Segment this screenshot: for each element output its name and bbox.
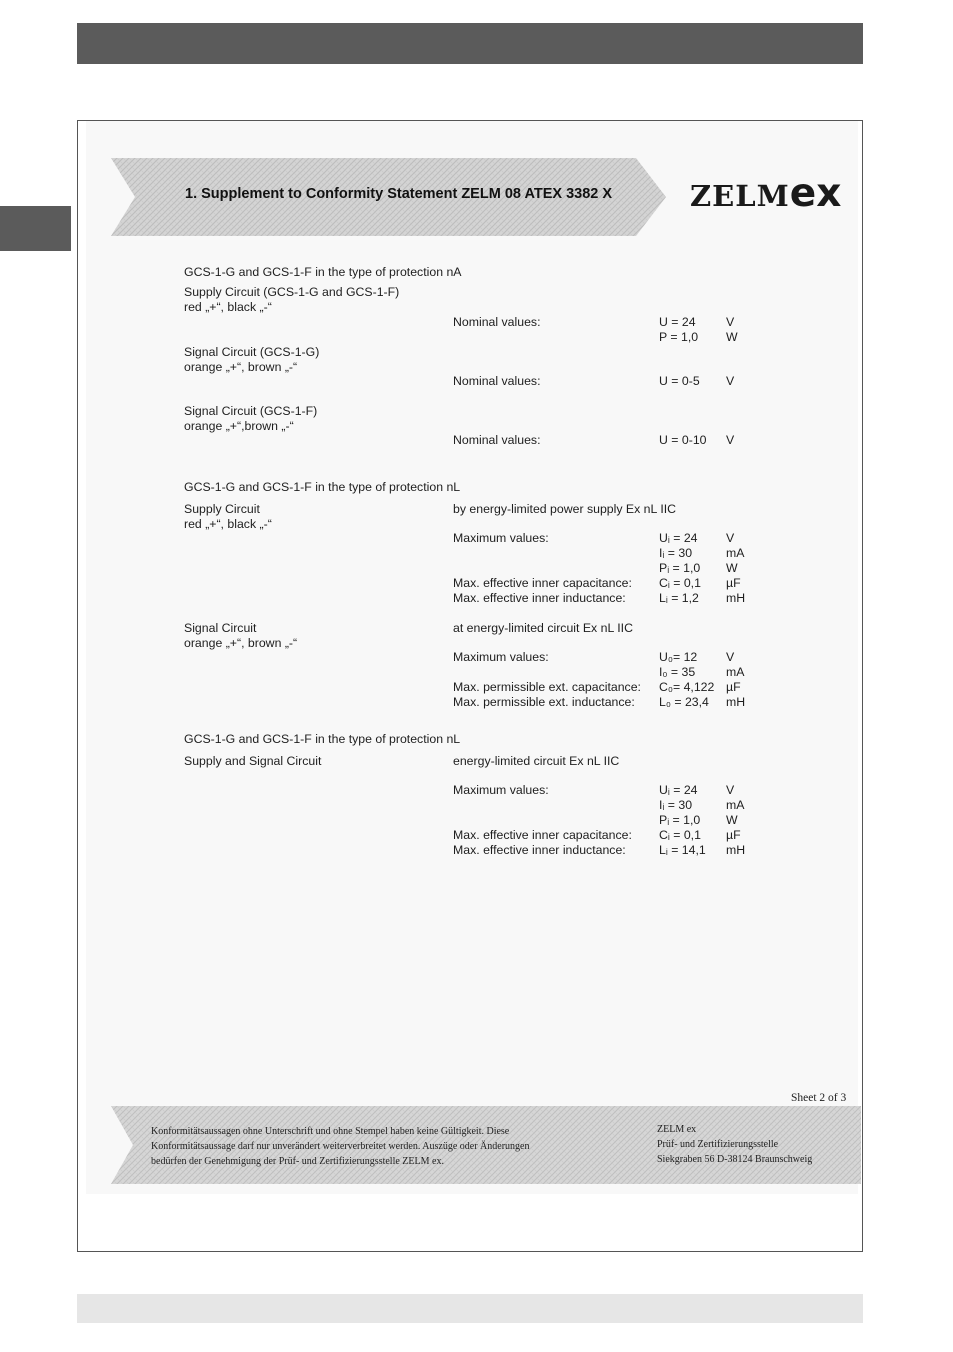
value-label: Max. effective inner inductance: — [453, 591, 626, 605]
value-unit: V — [726, 783, 735, 797]
section-heading: GCS-1-G and GCS-1-F in the type of protection nA — [184, 265, 462, 279]
value-symbol: Uᵢ = 24 — [659, 783, 698, 797]
wire-colors: red „+“, black „-“ — [184, 517, 272, 531]
circuit-type: at energy-limited circuit Ex nL IIC — [453, 621, 633, 635]
value-symbol: U = 0-10 — [659, 433, 707, 447]
value-unit: V — [726, 531, 735, 545]
footer-address-line: Prüf- und Zertifizierungsstelle — [657, 1139, 779, 1150]
circuit-name: Supply Circuit (GCS-1-G and GCS-1-F) — [184, 285, 400, 299]
value-unit: V — [726, 315, 735, 329]
value-unit: mA — [726, 798, 745, 812]
footer-banner — [111, 1106, 861, 1184]
logo-word: ZELM — [690, 179, 790, 213]
circuit-name: Signal Circuit (GCS-1-F) — [184, 404, 318, 418]
footer-legal-text — [151, 1124, 529, 1169]
footer-legal-line: Konformitätsaussagen ohne Unterschrift und ohne Stempel haben keine Gültigkeit. Diese — [151, 1126, 510, 1137]
value-label: Max. effective inner inductance: — [453, 843, 626, 857]
value-symbol: Cᵢ = 0,1 — [659, 828, 701, 842]
value-unit: W — [726, 561, 738, 575]
value-label: Nominal values: — [453, 315, 541, 329]
value-symbol: Pᵢ = 1,0 — [659, 561, 701, 575]
value-unit: V — [726, 650, 735, 664]
value-symbol: I₀ = 35 — [659, 665, 696, 679]
footer-legal-line: bedürfen der Genehmigung der Prüf- und Zertifizierungsstelle ZELM ex. — [151, 1156, 444, 1167]
circuit-name: Supply and Signal Circuit — [184, 754, 322, 768]
value-label: Max. effective inner capacitance: — [453, 576, 632, 590]
wire-colors: orange „+“, brown „-“ — [184, 360, 298, 374]
value-unit: µF — [726, 828, 741, 842]
value-unit: µF — [726, 576, 741, 590]
side-tab-marker — [0, 206, 71, 251]
certificate-title: 1. Supplement to Conformity Statement ZELM 08 ATEX 3382 X — [185, 186, 613, 202]
footer-address-line: ZELM ex — [657, 1124, 697, 1135]
value-label: Max. permissible ext. capacitance: — [453, 680, 641, 694]
top-header-bar — [77, 23, 863, 64]
value-label: Max. effective inner capacitance: — [453, 828, 632, 842]
value-symbol: Pᵢ = 1,0 — [659, 813, 701, 827]
value-symbol: Iᵢ = 30 — [659, 798, 693, 812]
value-symbol: P = 1,0 — [659, 330, 699, 344]
value-symbol: Iᵢ = 30 — [659, 546, 693, 560]
value-symbol: L₀ = 23,4 — [659, 695, 709, 709]
bottom-footer-bar — [77, 1294, 863, 1323]
value-symbol: U₀= 12 — [659, 650, 698, 664]
certificate-frame — [77, 120, 863, 1252]
value-label: Max. permissible ext. inductance: — [453, 695, 635, 709]
certificate-scan — [86, 121, 858, 1194]
value-symbol: Uᵢ = 24 — [659, 531, 698, 545]
wire-colors: orange „+“,brown „-“ — [184, 419, 294, 433]
wire-colors: orange „+“, brown „-“ — [184, 636, 298, 650]
value-unit: mA — [726, 546, 745, 560]
circuit-type: by energy-limited power supply Ex nL IIC — [453, 502, 677, 516]
value-unit: V — [726, 374, 735, 388]
footer-address-line: Siekgraben 56 D-38124 Braunschweig — [657, 1154, 813, 1165]
value-unit: W — [726, 813, 738, 827]
zelm-ex-logo — [690, 171, 841, 216]
title-banner — [111, 158, 666, 236]
value-label: Maximum values: — [453, 783, 549, 797]
value-symbol: U = 24 — [659, 315, 696, 329]
value-unit: mH — [726, 843, 746, 857]
value-unit: mH — [726, 695, 746, 709]
circuit-name: Signal Circuit (GCS-1-G) — [184, 345, 320, 359]
value-symbol: Cᵢ = 0,1 — [659, 576, 701, 590]
logo-ex: ex — [789, 171, 842, 216]
value-label: Maximum values: — [453, 650, 549, 664]
value-unit: W — [726, 330, 738, 344]
circuit-name: Signal Circuit — [184, 621, 257, 635]
value-label: Nominal values: — [453, 374, 541, 388]
sheet-number: Sheet 2 of 3 — [791, 1092, 847, 1104]
section-heading: GCS-1-G and GCS-1-F in the type of protection nL — [184, 480, 461, 494]
wire-colors: red „+“, black „-“ — [184, 300, 272, 314]
footer-address — [657, 1122, 812, 1167]
section-heading: GCS-1-G and GCS-1-F in the type of protection nL — [184, 732, 461, 746]
value-symbol: Lᵢ = 14,1 — [659, 843, 706, 857]
footer-legal-line: Konformitätsaussage darf nur unverändert weiterverbreitet werden. Auszüge oder Änderungen — [151, 1141, 530, 1152]
value-symbol: C₀= 4,122 — [659, 680, 715, 694]
value-label: Nominal values: — [453, 433, 541, 447]
value-symbol: U = 0-5 — [659, 374, 700, 388]
circuit-type: energy-limited circuit Ex nL IIC — [453, 754, 620, 768]
value-label: Maximum values: — [453, 531, 549, 545]
value-unit: mA — [726, 665, 745, 679]
value-unit: µF — [726, 680, 741, 694]
value-unit: mH — [726, 591, 746, 605]
circuit-name: Supply Circuit — [184, 502, 260, 516]
value-symbol: Lᵢ = 1,2 — [659, 591, 699, 605]
value-unit: V — [726, 433, 735, 447]
